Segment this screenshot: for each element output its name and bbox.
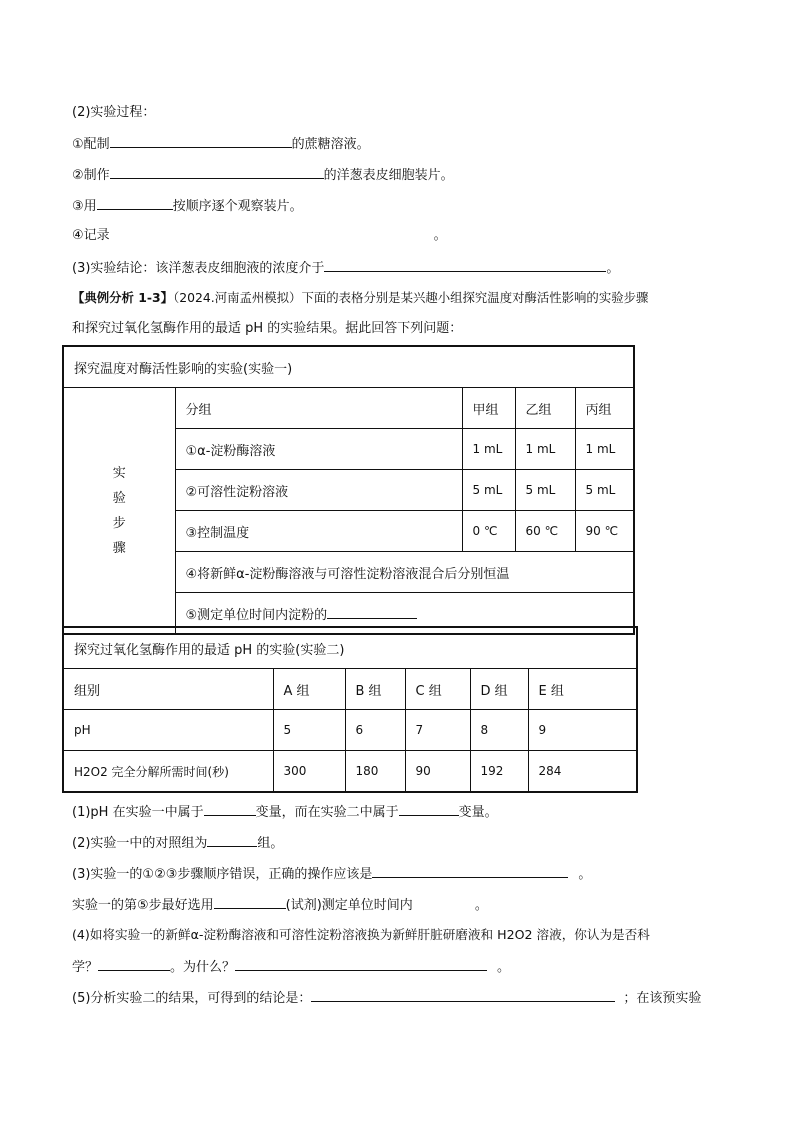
table2-cell: pH bbox=[63, 710, 273, 751]
line-step1: ①配制 的蔗糖溶液。 bbox=[72, 134, 370, 154]
table2-title: 探究过氧化氢酶作用的最适 pH 的实验(实验二) bbox=[63, 627, 637, 669]
table1-cell: 1 mL bbox=[575, 429, 634, 470]
table1-side-label: 实 验 步 骤 bbox=[63, 388, 175, 635]
table1-cell: 1 mL bbox=[462, 429, 515, 470]
table2-cell: 8 bbox=[470, 710, 528, 751]
line-example-intro-2: 和探究过氧化氢酶作用的最适 pH 的实验结果。据此回答下列问题： bbox=[72, 321, 463, 336]
table1-cell: 1 mL bbox=[515, 429, 575, 470]
question-5: (5)分析实验二的结果，可得到的结论是： ；在该预实验 bbox=[72, 988, 701, 1008]
table2-cell: 6 bbox=[345, 710, 405, 751]
table1-cell: 60 ℃ bbox=[515, 511, 575, 552]
blank[interactable] bbox=[372, 864, 568, 878]
question-3-line2: 实验一的第⑤步最好选用 (试剂)测定单位时间内 。 bbox=[72, 895, 488, 915]
line-example-intro: 【典例分析 1-3】（2024.河南孟州模拟）下面的表格分别是某兴趣小组探究温度对酶活性影响的实验步骤 bbox=[72, 290, 649, 305]
table2-cell: 9 bbox=[528, 710, 637, 751]
table2-header-cell: A 组 bbox=[273, 669, 345, 710]
line-step3: ③用 按顺序逐个观察装片。 bbox=[72, 196, 303, 216]
blank[interactable] bbox=[110, 134, 292, 148]
blank[interactable] bbox=[327, 605, 417, 619]
table2-cell: 90 bbox=[405, 751, 470, 793]
table2-header-cell: D 组 bbox=[470, 669, 528, 710]
line-step4: ④记录 。 bbox=[72, 228, 447, 243]
table2-cell: 192 bbox=[470, 751, 528, 793]
question-2: (2)实验一中的对照组为 组。 bbox=[72, 833, 283, 853]
question-1: (1)pH 在实验一中属于 变量，而在实验二中属于 变量。 bbox=[72, 802, 498, 822]
question-3: (3)实验一的①②③步骤顺序错误，正确的操作应该是 。 bbox=[72, 864, 591, 884]
table-row bbox=[63, 710, 637, 751]
table1-cell: 0 ℃ bbox=[462, 511, 515, 552]
table2-header-cell: E 组 bbox=[528, 669, 637, 710]
blank[interactable] bbox=[214, 895, 286, 909]
blank[interactable] bbox=[207, 833, 257, 847]
table1-cell: 90 ℃ bbox=[575, 511, 634, 552]
table1-cell: ①α-淀粉酶溶液 bbox=[175, 429, 462, 470]
blank[interactable] bbox=[399, 802, 459, 816]
table1-header-cell: 乙组 bbox=[515, 388, 575, 429]
table2-cell: 284 bbox=[528, 751, 637, 793]
table2-cell: 180 bbox=[345, 751, 405, 793]
table2-header-cell: 组别 bbox=[63, 669, 273, 710]
table2-cell: 7 bbox=[405, 710, 470, 751]
table1-step4: ④将新鲜α-淀粉酶溶液与可溶性淀粉溶液混合后分别恒温 bbox=[175, 552, 634, 593]
table1-step5: ⑤测定单位时间内淀粉的 bbox=[175, 593, 634, 635]
blank[interactable] bbox=[204, 802, 256, 816]
table2-cell: H2O2 完全分解所需时间(秒) bbox=[63, 751, 273, 793]
blank[interactable] bbox=[110, 165, 324, 179]
table-row bbox=[63, 751, 637, 793]
table1-cell: 5 mL bbox=[575, 470, 634, 511]
table1-title: 探究温度对酶活性影响的实验(实验一) bbox=[63, 346, 634, 388]
blank[interactable] bbox=[98, 957, 170, 971]
table2-header-cell: B 组 bbox=[345, 669, 405, 710]
table1-cell: ③控制温度 bbox=[175, 511, 462, 552]
experiment1-table bbox=[62, 345, 635, 635]
blank[interactable] bbox=[324, 258, 606, 272]
table1-header-cell: 甲组 bbox=[462, 388, 515, 429]
line-experiment-process: (2)实验过程： bbox=[72, 105, 156, 120]
table2-cell: 5 bbox=[273, 710, 345, 751]
line-step2: ②制作 的洋葱表皮细胞装片。 bbox=[72, 165, 454, 185]
table1-header-cell: 丙组 bbox=[575, 388, 634, 429]
table1-cell: 5 mL bbox=[515, 470, 575, 511]
table1-cell: ②可溶性淀粉溶液 bbox=[175, 470, 462, 511]
blank[interactable] bbox=[235, 957, 487, 971]
table-row bbox=[63, 669, 637, 710]
question-4-line2: 学？ 。为什么？ 。 bbox=[72, 957, 510, 977]
blank[interactable] bbox=[97, 196, 173, 210]
table1-header-cell: 分组 bbox=[175, 388, 462, 429]
table1-cell: 5 mL bbox=[462, 470, 515, 511]
question-4: (4)如将实验一的新鲜α-淀粉酶溶液和可溶性淀粉溶液换为新鲜肝脏研磨液和 H2O2 溶液，你认为是否科 bbox=[72, 927, 650, 942]
experiment2-table bbox=[62, 626, 638, 793]
blank[interactable] bbox=[311, 988, 615, 1002]
table2-header-cell: C 组 bbox=[405, 669, 470, 710]
line-conclusion: (3)实验结论：该洋葱表皮细胞液的浓度介于 。 bbox=[72, 258, 619, 278]
table2-cell: 300 bbox=[273, 751, 345, 793]
